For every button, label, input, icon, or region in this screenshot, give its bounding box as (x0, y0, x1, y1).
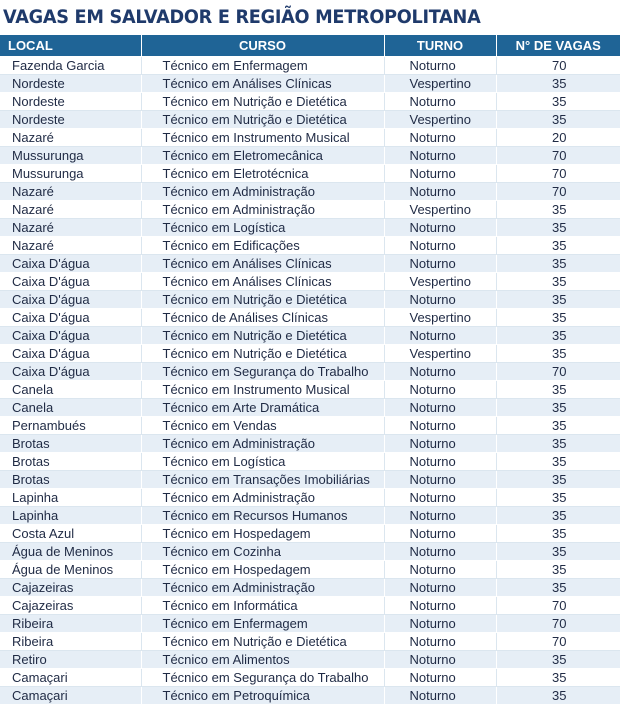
local-cell: Caixa D'água (0, 291, 141, 309)
local-cell: Caixa D'água (0, 309, 141, 327)
vagas-cell: 70 (496, 597, 620, 615)
local-cell: Brotas (0, 453, 141, 471)
vagas-cell: 35 (496, 669, 620, 687)
curso-cell: Técnico em Administração (141, 579, 384, 597)
curso-cell: Técnico em Nutrição e Dietética (141, 633, 384, 651)
local-cell: Nazaré (0, 129, 141, 147)
table-row (0, 669, 620, 687)
turno-cell: Noturno (384, 597, 496, 615)
table-row (0, 273, 620, 291)
local-cell: Lapinha (0, 507, 141, 525)
vagas-cell: 35 (496, 561, 620, 579)
curso-cell: Técnico em Eletromecânica (141, 147, 384, 165)
vagas-cell: 35 (496, 399, 620, 417)
turno-cell: Noturno (384, 129, 496, 147)
curso-cell: Técnico em Análises Clínicas (141, 75, 384, 93)
table-row (0, 615, 620, 633)
table-row (0, 183, 620, 201)
curso-cell: Técnico em Instrumento Musical (141, 381, 384, 399)
header-row (0, 35, 620, 57)
vacancies-table (0, 35, 620, 705)
vagas-cell: 35 (496, 255, 620, 273)
local-cell: Pernambués (0, 417, 141, 435)
local-cell: Caixa D'água (0, 363, 141, 381)
vagas-cell: 35 (496, 291, 620, 309)
vagas-cell: 70 (496, 183, 620, 201)
curso-cell: Técnico em Cozinha (141, 543, 384, 561)
turno-cell: Vespertino (384, 75, 496, 93)
turno-cell: Noturno (384, 399, 496, 417)
local-cell: Nazaré (0, 219, 141, 237)
local-cell: Caixa D'água (0, 345, 141, 363)
table-row (0, 579, 620, 597)
local-cell: Camaçari (0, 669, 141, 687)
curso-cell: Técnico em Nutrição e Dietética (141, 291, 384, 309)
local-cell: Lapinha (0, 489, 141, 507)
curso-cell: Técnico em Instrumento Musical (141, 129, 384, 147)
turno-cell: Noturno (384, 165, 496, 183)
local-cell: Canela (0, 381, 141, 399)
table-row (0, 165, 620, 183)
curso-cell: Técnico em Enfermagem (141, 615, 384, 633)
vagas-cell: 70 (496, 615, 620, 633)
table-body (0, 57, 620, 705)
vagas-cell: 35 (496, 417, 620, 435)
table-row (0, 309, 620, 327)
turno-cell: Noturno (384, 561, 496, 579)
vagas-cell: 35 (496, 687, 620, 705)
table-row (0, 57, 620, 75)
curso-cell: Técnico em Transações Imobiliárias (141, 471, 384, 489)
turno-cell: Noturno (384, 417, 496, 435)
curso-cell: Técnico em Alimentos (141, 651, 384, 669)
curso-cell: Técnico em Administração (141, 435, 384, 453)
vagas-cell: 35 (496, 489, 620, 507)
local-cell: Nazaré (0, 201, 141, 219)
turno-cell: Noturno (384, 363, 496, 381)
turno-cell: Noturno (384, 651, 496, 669)
vagas-cell: 70 (496, 165, 620, 183)
turno-cell: Noturno (384, 291, 496, 309)
vagas-cell: 35 (496, 327, 620, 345)
column-header-local: LOCAL (0, 35, 141, 57)
table-row (0, 327, 620, 345)
turno-cell: Noturno (384, 543, 496, 561)
curso-cell: Técnico em Nutrição e Dietética (141, 327, 384, 345)
vagas-cell: 35 (496, 651, 620, 669)
curso-cell: Técnico em Logística (141, 453, 384, 471)
curso-cell: Técnico em Administração (141, 489, 384, 507)
table-row (0, 543, 620, 561)
local-cell: Nazaré (0, 183, 141, 201)
vagas-cell: 70 (496, 57, 620, 75)
turno-cell: Noturno (384, 381, 496, 399)
vagas-cell: 20 (496, 129, 620, 147)
curso-cell: Técnico em Nutrição e Dietética (141, 93, 384, 111)
local-cell: Nordeste (0, 93, 141, 111)
table-row (0, 525, 620, 543)
local-cell: Retiro (0, 651, 141, 669)
table-row (0, 597, 620, 615)
vagas-cell: 35 (496, 201, 620, 219)
turno-cell: Noturno (384, 615, 496, 633)
turno-cell: Vespertino (384, 273, 496, 291)
table-row (0, 129, 620, 147)
turno-cell: Noturno (384, 471, 496, 489)
turno-cell: Noturno (384, 327, 496, 345)
curso-cell: Técnico de Análises Clínicas (141, 309, 384, 327)
turno-cell: Noturno (384, 147, 496, 165)
local-cell: Água de Meninos (0, 543, 141, 561)
curso-cell: Técnico em Análises Clínicas (141, 273, 384, 291)
column-header-curso: CURSO (141, 35, 384, 57)
local-cell: Caixa D'água (0, 273, 141, 291)
table-row (0, 489, 620, 507)
turno-cell: Noturno (384, 435, 496, 453)
curso-cell: Técnico em Segurança do Trabalho (141, 669, 384, 687)
table-row (0, 111, 620, 129)
table-row (0, 471, 620, 489)
curso-cell: Técnico em Hospedagem (141, 525, 384, 543)
curso-cell: Técnico em Arte Dramática (141, 399, 384, 417)
turno-cell: Noturno (384, 219, 496, 237)
vagas-cell: 35 (496, 507, 620, 525)
local-cell: Cajazeiras (0, 579, 141, 597)
curso-cell: Técnico em Hospedagem (141, 561, 384, 579)
table-row (0, 147, 620, 165)
turno-cell: Noturno (384, 525, 496, 543)
local-cell: Canela (0, 399, 141, 417)
curso-cell: Técnico em Vendas (141, 417, 384, 435)
local-cell: Ribeira (0, 633, 141, 651)
local-cell: Brotas (0, 435, 141, 453)
table-row (0, 345, 620, 363)
vagas-cell: 35 (496, 543, 620, 561)
vagas-cell: 35 (496, 111, 620, 129)
local-cell: Nordeste (0, 75, 141, 93)
turno-cell: Noturno (384, 579, 496, 597)
curso-cell: Técnico em Segurança do Trabalho (141, 363, 384, 381)
turno-cell: Noturno (384, 489, 496, 507)
turno-cell: Vespertino (384, 309, 496, 327)
table-row (0, 381, 620, 399)
curso-cell: Técnico em Eletrotécnica (141, 165, 384, 183)
local-cell: Caixa D'água (0, 255, 141, 273)
vagas-cell: 35 (496, 579, 620, 597)
vagas-cell: 35 (496, 435, 620, 453)
vagas-cell: 35 (496, 525, 620, 543)
curso-cell: Técnico em Recursos Humanos (141, 507, 384, 525)
column-header-turno: TURNO (384, 35, 496, 57)
table-row (0, 201, 620, 219)
vagas-cell: 35 (496, 75, 620, 93)
local-cell: Brotas (0, 471, 141, 489)
table-row (0, 453, 620, 471)
curso-cell: Técnico em Análises Clínicas (141, 255, 384, 273)
turno-cell: Noturno (384, 57, 496, 75)
table-row (0, 93, 620, 111)
curso-cell: Técnico em Administração (141, 183, 384, 201)
local-cell: Costa Azul (0, 525, 141, 543)
turno-cell: Noturno (384, 453, 496, 471)
turno-cell: Noturno (384, 255, 496, 273)
vagas-cell: 35 (496, 345, 620, 363)
local-cell: Cajazeiras (0, 597, 141, 615)
table-row (0, 237, 620, 255)
turno-cell: Noturno (384, 633, 496, 651)
turno-cell: Vespertino (384, 201, 496, 219)
curso-cell: Técnico em Edificações (141, 237, 384, 255)
column-header-vagas: N° DE VAGAS (496, 35, 620, 57)
vagas-cell: 70 (496, 633, 620, 651)
turno-cell: Vespertino (384, 345, 496, 363)
vagas-cell: 70 (496, 147, 620, 165)
vagas-cell: 35 (496, 471, 620, 489)
curso-cell: Técnico em Logística (141, 219, 384, 237)
table-row (0, 291, 620, 309)
table-row (0, 363, 620, 381)
table-row (0, 417, 620, 435)
local-cell: Mussurunga (0, 165, 141, 183)
local-cell: Caixa D'água (0, 327, 141, 345)
table-row (0, 399, 620, 417)
table-row (0, 561, 620, 579)
vagas-cell: 35 (496, 381, 620, 399)
turno-cell: Noturno (384, 183, 496, 201)
local-cell: Ribeira (0, 615, 141, 633)
table-row (0, 255, 620, 273)
turno-cell: Noturno (384, 93, 496, 111)
local-cell: Fazenda Garcia (0, 57, 141, 75)
vagas-cell: 35 (496, 93, 620, 111)
table-row (0, 435, 620, 453)
curso-cell: Técnico em Nutrição e Dietética (141, 111, 384, 129)
local-cell: Camaçari (0, 687, 141, 705)
local-cell: Água de Meninos (0, 561, 141, 579)
curso-cell: Técnico em Enfermagem (141, 57, 384, 75)
vagas-cell: 35 (496, 237, 620, 255)
turno-cell: Noturno (384, 507, 496, 525)
table-row (0, 75, 620, 93)
page-title: VAGAS EM SALVADOR E REGIÃO METROPOLITANA (3, 6, 481, 28)
turno-cell: Vespertino (384, 111, 496, 129)
turno-cell: Noturno (384, 237, 496, 255)
table-row (0, 633, 620, 651)
vagas-cell: 70 (496, 363, 620, 381)
table-row (0, 507, 620, 525)
table-row (0, 219, 620, 237)
local-cell: Nazaré (0, 237, 141, 255)
curso-cell: Técnico em Petroquímica (141, 687, 384, 705)
local-cell: Mussurunga (0, 147, 141, 165)
curso-cell: Técnico em Administração (141, 201, 384, 219)
curso-cell: Técnico em Informática (141, 597, 384, 615)
vagas-cell: 35 (496, 219, 620, 237)
vagas-cell: 35 (496, 309, 620, 327)
table-header (0, 35, 620, 57)
turno-cell: Noturno (384, 687, 496, 705)
table-row (0, 651, 620, 669)
local-cell: Nordeste (0, 111, 141, 129)
vagas-cell: 35 (496, 453, 620, 471)
turno-cell: Noturno (384, 669, 496, 687)
vagas-cell: 35 (496, 273, 620, 291)
curso-cell: Técnico em Nutrição e Dietética (141, 345, 384, 363)
table-row (0, 687, 620, 705)
